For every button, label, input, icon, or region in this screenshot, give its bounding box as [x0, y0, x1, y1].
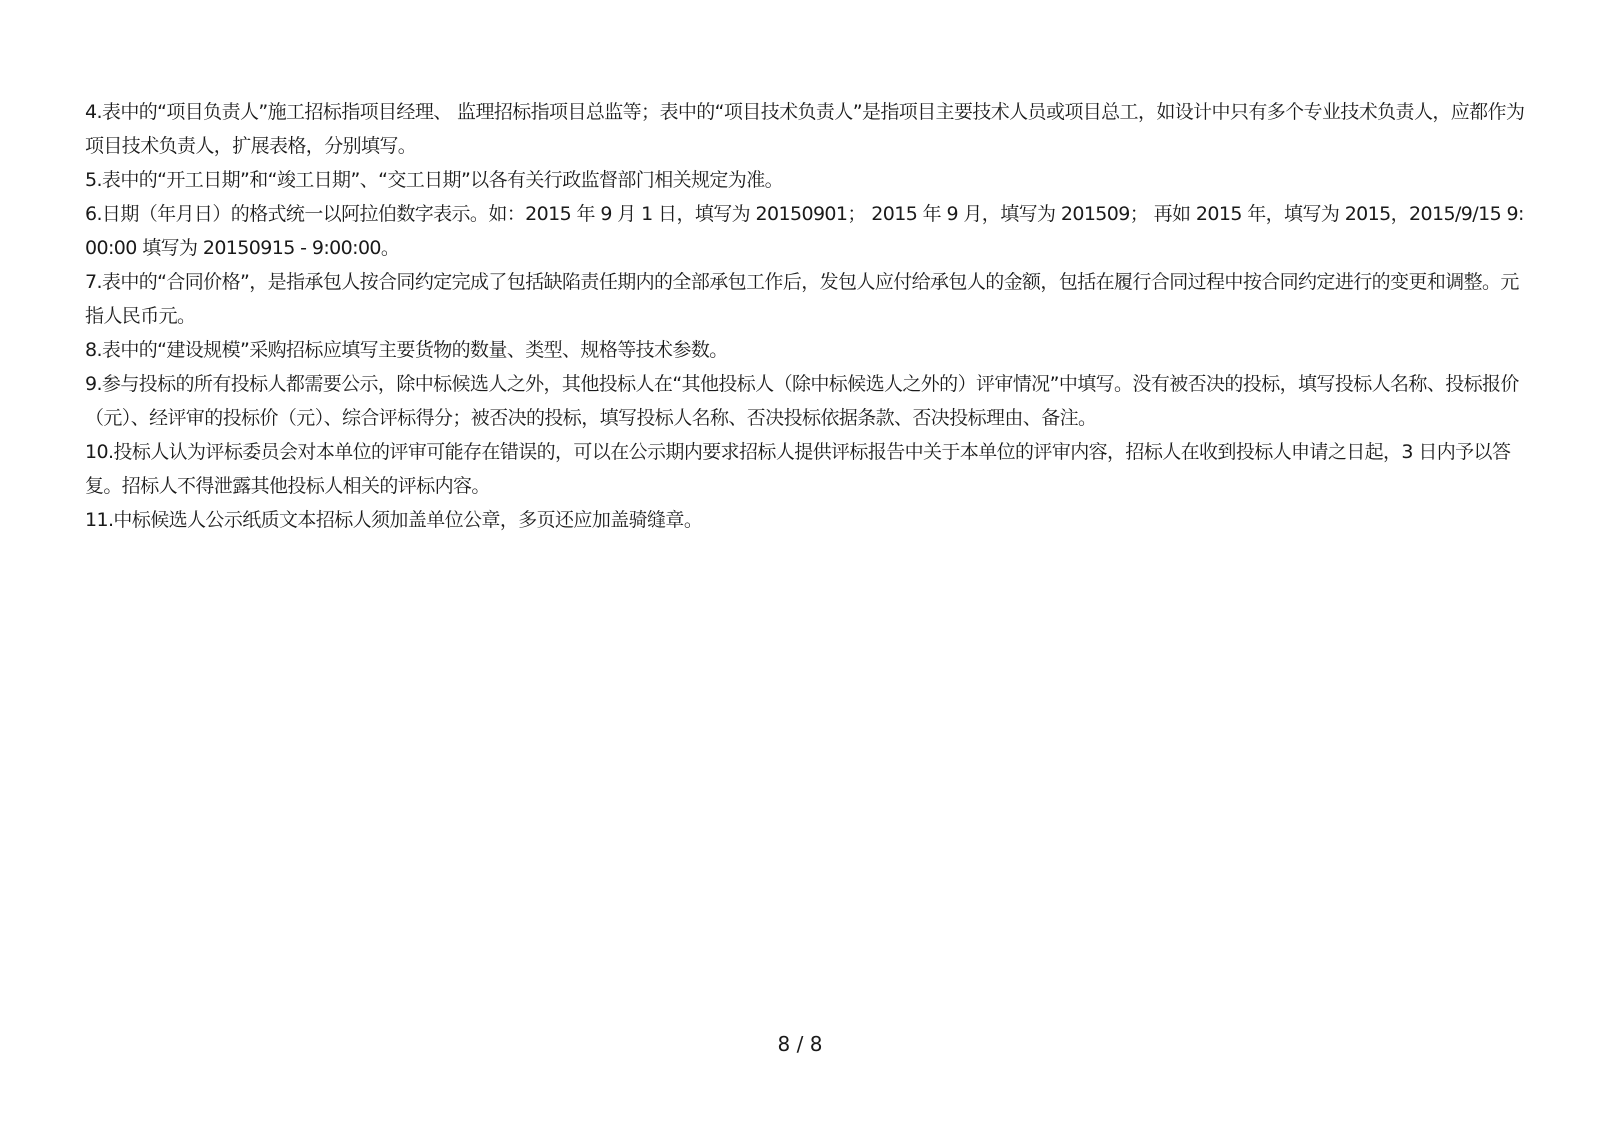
- page-number: 8 / 8: [777, 1032, 823, 1056]
- note-item-4: 4.表中的“项目负责人”施工招标指项目经理、 监理招标指项目总监等；表中的“项目技术负责人”是指项目主要技术人员或项目总工，如设计中只有多个专业技术负责人，应都作为项目技术负责人，扩展表格，分别填写。: [85, 101, 1525, 157]
- note-item-6: 6.日期（年月日）的格式统一以阿拉伯数字表示。如：2015 年 9 月 1 日，填写为 20150901； 2015 年 9 月，填写为 201509； 再如 2015 年，填写为 2015，2015/9/15 9:00:00 填写为 20150915 - 9:00:00。: [85, 203, 1524, 259]
- notes-list: [85, 95, 1525, 537]
- note-item-5: 5.表中的“开工日期”和“竣工日期”、“交工日期”以各有关行政监督部门相关规定为准。: [85, 169, 783, 191]
- note-item-7: 7.表中的“合同价格”，是指承包人按合同约定完成了包括缺陷责任期内的全部承包工作后，发包人应付给承包人的金额，包括在履行合同过程中按合同约定进行的变更和调整。元指人民币元。: [85, 271, 1519, 327]
- note-item-9: 9.参与投标的所有投标人都需要公示，除中标候选人之外，其他投标人在“其他投标人（除中标候选人之外的）评审情况”中填写。没有被否决的投标，填写投标人名称、投标报价（元）、经评审的投标价（元）、综合评标得分；被否决的投标，填写投标人名称、否决投标依据条款、否决投标理由、备注。: [85, 373, 1519, 429]
- note-item-8: 8.表中的“建设规模”采购招标应填写主要货物的数量、类型、规格等技术参数。: [85, 339, 728, 361]
- note-item-10: 10.投标人认为评标委员会对本单位的评审可能存在错误的，可以在公示期内要求招标人提供评标报告中关于本单位的评审内容，招标人在收到投标人申请之日起，3 日内予以答复。招标人不得泄露其他投标人相关的评标内容。: [85, 441, 1511, 497]
- note-item-11: 11.中标候选人公示纸质文本招标人须加盖单位公章，多页还应加盖骑缝章。: [85, 509, 703, 531]
